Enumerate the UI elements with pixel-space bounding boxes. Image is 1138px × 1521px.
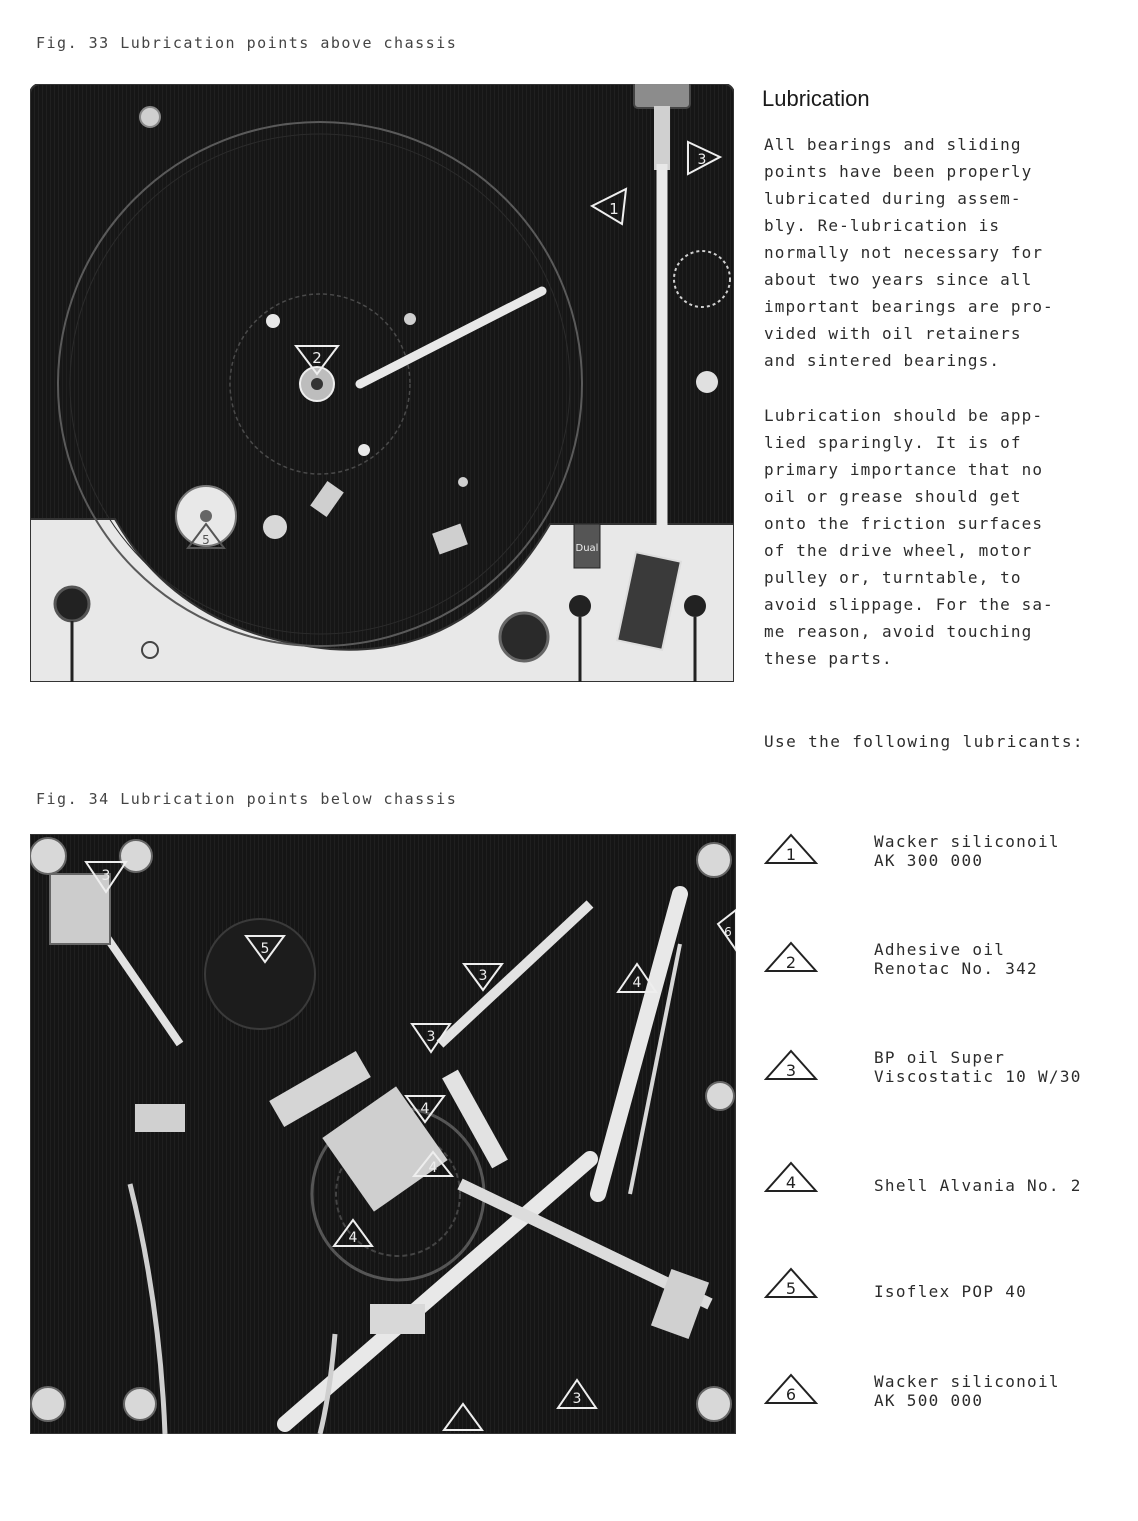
- svg-text:4: 4: [632, 975, 642, 991]
- svg-text:5: 5: [785, 1279, 797, 1298]
- lubricant-item: 6 Wacker siliconoil AK 500 000: [764, 1372, 1104, 1412]
- figure-33-caption: Fig. 33 Lubrication points above chassis: [36, 34, 458, 52]
- figure-34-photo: [30, 834, 736, 1434]
- svg-text:3: 3: [426, 1029, 436, 1045]
- svg-text:5: 5: [260, 941, 270, 957]
- svg-text:2: 2: [785, 953, 797, 972]
- triangle-marker-icon: [764, 1048, 818, 1082]
- triangle-marker-icon: [764, 940, 818, 974]
- lubricants-intro: Use the following lubricants:: [764, 732, 1084, 751]
- svg-text:3: 3: [572, 1391, 582, 1407]
- figure-33-photo: [30, 84, 734, 682]
- triangle-marker-icon: [764, 1266, 818, 1300]
- svg-text:4: 4: [420, 1101, 430, 1117]
- figure-34-caption: Fig. 34 Lubrication points below chassis: [36, 790, 458, 808]
- lubricant-item: 3 BP oil Super Viscostatic 10 W/30: [764, 1048, 1104, 1088]
- brand-badge: Dual: [575, 543, 599, 554]
- svg-text:1: 1: [609, 200, 619, 218]
- svg-text:4: 4: [785, 1173, 797, 1192]
- svg-text:3: 3: [101, 868, 111, 884]
- svg-text:6: 6: [724, 925, 732, 939]
- svg-text:3: 3: [785, 1061, 797, 1080]
- lubricant-item: 1 Wacker siliconoil AK 300 000: [764, 832, 1104, 872]
- lubricant-item: 5 Isoflex POP 40: [764, 1266, 1104, 1306]
- svg-text:3: 3: [697, 152, 707, 168]
- svg-text:1: 1: [785, 845, 797, 864]
- lubricant-item: 4 Shell Alvania No. 2: [764, 1160, 1104, 1200]
- svg-text:6: 6: [785, 1385, 797, 1404]
- svg-text:5: 5: [202, 533, 210, 547]
- svg-text:4: 4: [348, 1230, 358, 1246]
- caution-paragraph: Lubrication should be app- lied sparingly. It is of primary importance that no oil or grease should get onto the friction surfaces of the drive wheel, motor pulley or, turntable, to avoid slippage. For the sa- me reason, avoid touching these parts.: [764, 406, 1054, 668]
- svg-text:2: 2: [312, 349, 322, 367]
- lubricant-item: 2 Adhesive oil Renotac No. 342: [764, 940, 1104, 980]
- triangle-marker-icon: [764, 832, 818, 866]
- intro-paragraph: All bearings and sliding points have been properly lubricated during assem- bly. Re-lubrication is normally not necessary for about two years since all important bearings are pro- vided with oil retainers and sintered bearings.: [764, 135, 1054, 370]
- svg-text:3: 3: [478, 968, 488, 984]
- triangle-marker-icon: [764, 1372, 818, 1406]
- triangle-marker-icon: [764, 1160, 818, 1194]
- section-title: Lubrication: [762, 86, 870, 111]
- svg-text:4: 4: [428, 1160, 438, 1176]
